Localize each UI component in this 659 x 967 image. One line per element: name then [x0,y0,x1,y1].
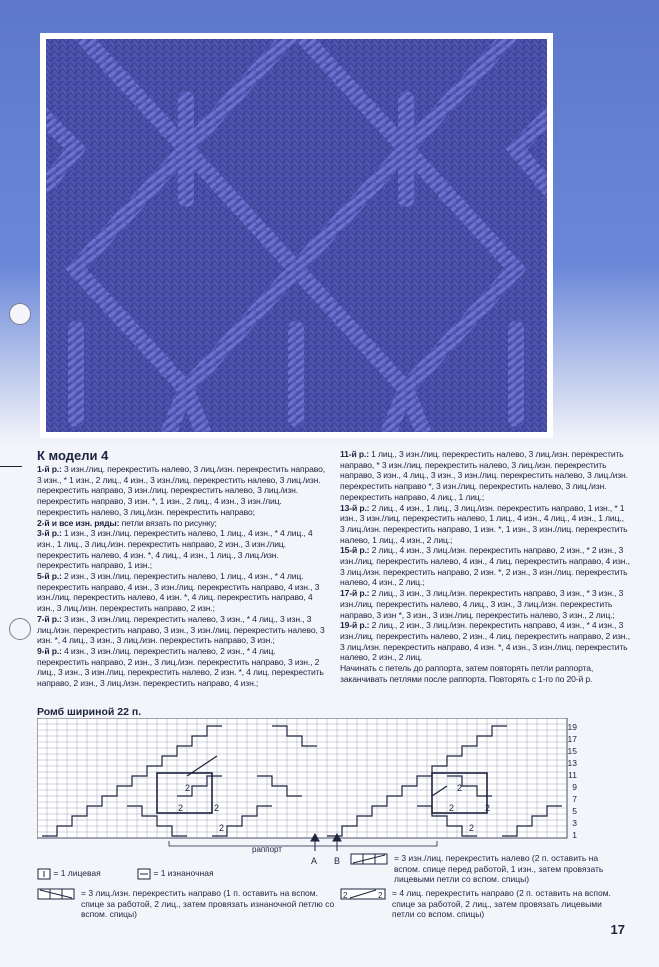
row-number: 19 [567,722,577,732]
row-number: 7 [572,794,577,804]
rapport-bracket [169,841,437,846]
knit-symbol-icon [37,868,51,880]
chart-title: Ромб шириной 22 п. [37,706,142,718]
purl-symbol-icon [137,868,151,880]
legend-purl: = 1 изнаночная [137,868,277,880]
row-number: 15 [567,746,577,756]
cross-count-label: 2 [178,803,184,813]
row-number: 13 [567,758,577,768]
instructions-left-column [37,464,325,689]
knitting-photo [40,33,553,438]
svg-text:2: 2 [343,891,348,900]
legend-four-cross: 2 2 = 4 лиц. перекрестить направо (2 п. оставить на вспом. спице за работой, 2 лиц., затем провязать лицевыми петли со вспом. спицы) [340,888,625,920]
knitting-chart [37,718,597,866]
cross-count-label: 2 [185,783,191,793]
row-instruction: 11-й р.: 1 лиц., 3 изн./лиц. перекрестить налево, 3 лиц./изн. перекрестить направо, * 3 изн./лиц. перекрестить налево, 3 лиц./изн. перекрестить направо, 3 изн., 4 лиц., 3 изн., 3 изн./лиц. перекрестить налево, 3 лиц./изн. перекрестить направо *, 3 изн./лиц. перекрестить налево, 3 лиц./изн. перекрестить направо, 4 лиц., 1 лиц.; [340,449,628,502]
cross-count-label: 2 [219,823,225,833]
cross-count-label: 2 [469,823,475,833]
row-number: 11 [568,770,577,780]
cross-count-label: 2 [485,803,491,813]
svg-text:2: 2 [378,891,383,900]
rapport-label: раппорт [252,845,282,854]
section-heading: К модели 4 [37,448,109,463]
row-number: 3 [572,818,577,828]
left-cross-symbol-icon [350,853,390,865]
cross-count-label: 2 [449,803,455,813]
punch-hole-icon [9,303,31,325]
row-instruction: 1-й р.: 3 изн./лиц. перекрестить налево, 3 лиц./изн. перекрестить направо, 3 изн., * 1 изн., 2 лиц., 4 изн., 3 изн./лиц. перекрестить налево, 3 лиц./изн. перекрестить направо, 3 изн./лиц. перекрестить налево, 3 лиц./изн. перекрестить направо, 3 изн. *, 1 изн., 2 лиц., 4 изн., 3 изн./лиц. перекрестить налево, 3 лиц./изн. перекрестить направо; [37,464,325,517]
row-instruction: 7-й р.: 3 изн., 3 изн./лиц. перекрестить налево, 3 изн., * 4 лиц., 3 изн., 3 лиц./изн. перекрестить направо, 3 изн., 3 изн./лиц. перекрестить налево, 3 изн. *, 4 лиц., 3 изн., 3 лиц./изн. перекрестить направо, 3 изн.; [37,613,325,646]
row-number: 9 [572,782,577,792]
four-cross-symbol-icon [340,888,388,900]
instructions-right-column [340,449,630,684]
margin-tick [0,466,22,467]
cross-count-label: 2 [214,803,220,813]
legend-left-cross: = 3 изн./лиц. перекрестить налево (2 п. оставить на вспом. спице перед работой, 1 изн., затем провязать лицевыми петли со вспом. спицы) [350,853,620,885]
legend-right-cross: = 3 лиц./изн. перекрестить направо (1 п. оставить на вспом. спице за работой, 2 лиц., затем провязать изнаночной петлю со вспом. спицы) [37,888,337,920]
closing-instruction: Начинать с петель до раппорта, затем повторять петли раппорта, заканчивать петлями после раппорта. Повторять с 1-го по 20-й р. [340,663,594,684]
row-instruction: 5-й р.: 2 изн., 3 изн./лиц. перекрестить налево, 1 лиц., 4 изн., * 4 лиц. перекрестить направо, 4 изн., 3 изн./лиц. перекрестить направо, 4 изн., 3 изн./лиц. перекрестить налево, 4 изн. *, 4 лиц. перекрестить направо, 4 изн., 3 лиц./изн. перекрестить направо, 2 изн.; [37,571,320,614]
row-instruction: 9-й р.: 4 изн., 3 изн./лиц. перекрестить налево, 2 изн., * 4 лиц. перекрестить направо, 2 изн., 3 лиц./изн. перекрестить направо, 3 изн., 2 лиц., 3 изн., 3 изн./лиц. перекрестить налево, 2 изн. *, 4 лиц. перекрестить направо, 2 изн., 3 лиц./изн. перекрестить направо, 4 изн.; [37,645,324,689]
page-number: 17 [610,922,625,937]
row-instruction: 17-й р.: 2 лиц., 3 изн., 3 лиц./изн. перекрестить направо, 3 изн., * 3 изн., 3 изн./лиц. перекрестить налево, 4 лиц., 3 изн., 3 лиц./изн. перекрестить направо, 3 изн *, 3 изн., 3 изн./лиц. перекрестить налево, 3 изн., 2 лиц.; [340,588,624,620]
marker-a-label: A [311,856,318,866]
row-instruction: 13-й р.: 2 лиц., 4 изн., 1 лиц., 3 лиц./изн. перекрестить направо, 1 изн., * 1 изн., 3 изн./лиц. перекрестить налево, 1 лиц., 4 изн., 4 лиц., 4 изн., 1 лиц., 3 лиц./изн. перекрестить направо, 1 изн. *, 1 изн., 3 изн./лиц. перекрестить налево, 1 лиц., 4 изн., 2 лиц.; [340,502,628,545]
cross-count-label: 2 [457,783,463,793]
row-instruction: 15-й р.: 2 лиц., 4 изн., 3 лиц./изн. перекрестить направо, 2 изн., * 2 изн., 3 изн./лиц. перекрестить налево, 4 изн., 4 лиц. перекрестить направо, 4 изн., 3 лиц./изн. перекрестить направо, 2 изн. *, 2 изн., 3 изн./лиц. перекрестить налево, 4 изн., 2 лиц.; [340,545,630,588]
row-instruction: 3-й р.: 1 изн., 3 изн./лиц. перекрестить налево, 1 лиц., 4 изн., * 4 лиц., 4 изн., 1 лиц., 3 лиц./изн. перекрестить направо, 2 изн., 3 изн./лиц. перекрестить налево, 4 изн. *, 4 лиц., 4 изн., 1 лиц., 3 лиц./изн. перекрестить направо, 1 изн.; [37,528,313,571]
row-instruction: 2-й и все изн. ряды: петли вязать по рисунку; [37,517,217,528]
legend-knit: = 1 лицевая [37,868,147,880]
row-number: 17 [567,734,577,744]
marker-b-label: B [334,856,341,866]
row-instruction: 19-й р.: 2 лиц., 2 изн., 3 лиц./изн. перекрестить направо, 4 изн., * 4 изн., 3 изн./лиц. перекрестить налево, 2 изн., 4 лиц. перекрестить направо, 2 изн., 3 лиц./изн. перекрестить направо, 4 изн. *, 4 изн., 3 изн./лиц. перекрестить налево, 2 изн., 2 лиц. [340,620,630,663]
right-cross-symbol-icon [37,888,77,900]
row-number: 1 [572,830,577,840]
punch-hole-icon [9,618,31,640]
row-number: 5 [572,806,577,816]
